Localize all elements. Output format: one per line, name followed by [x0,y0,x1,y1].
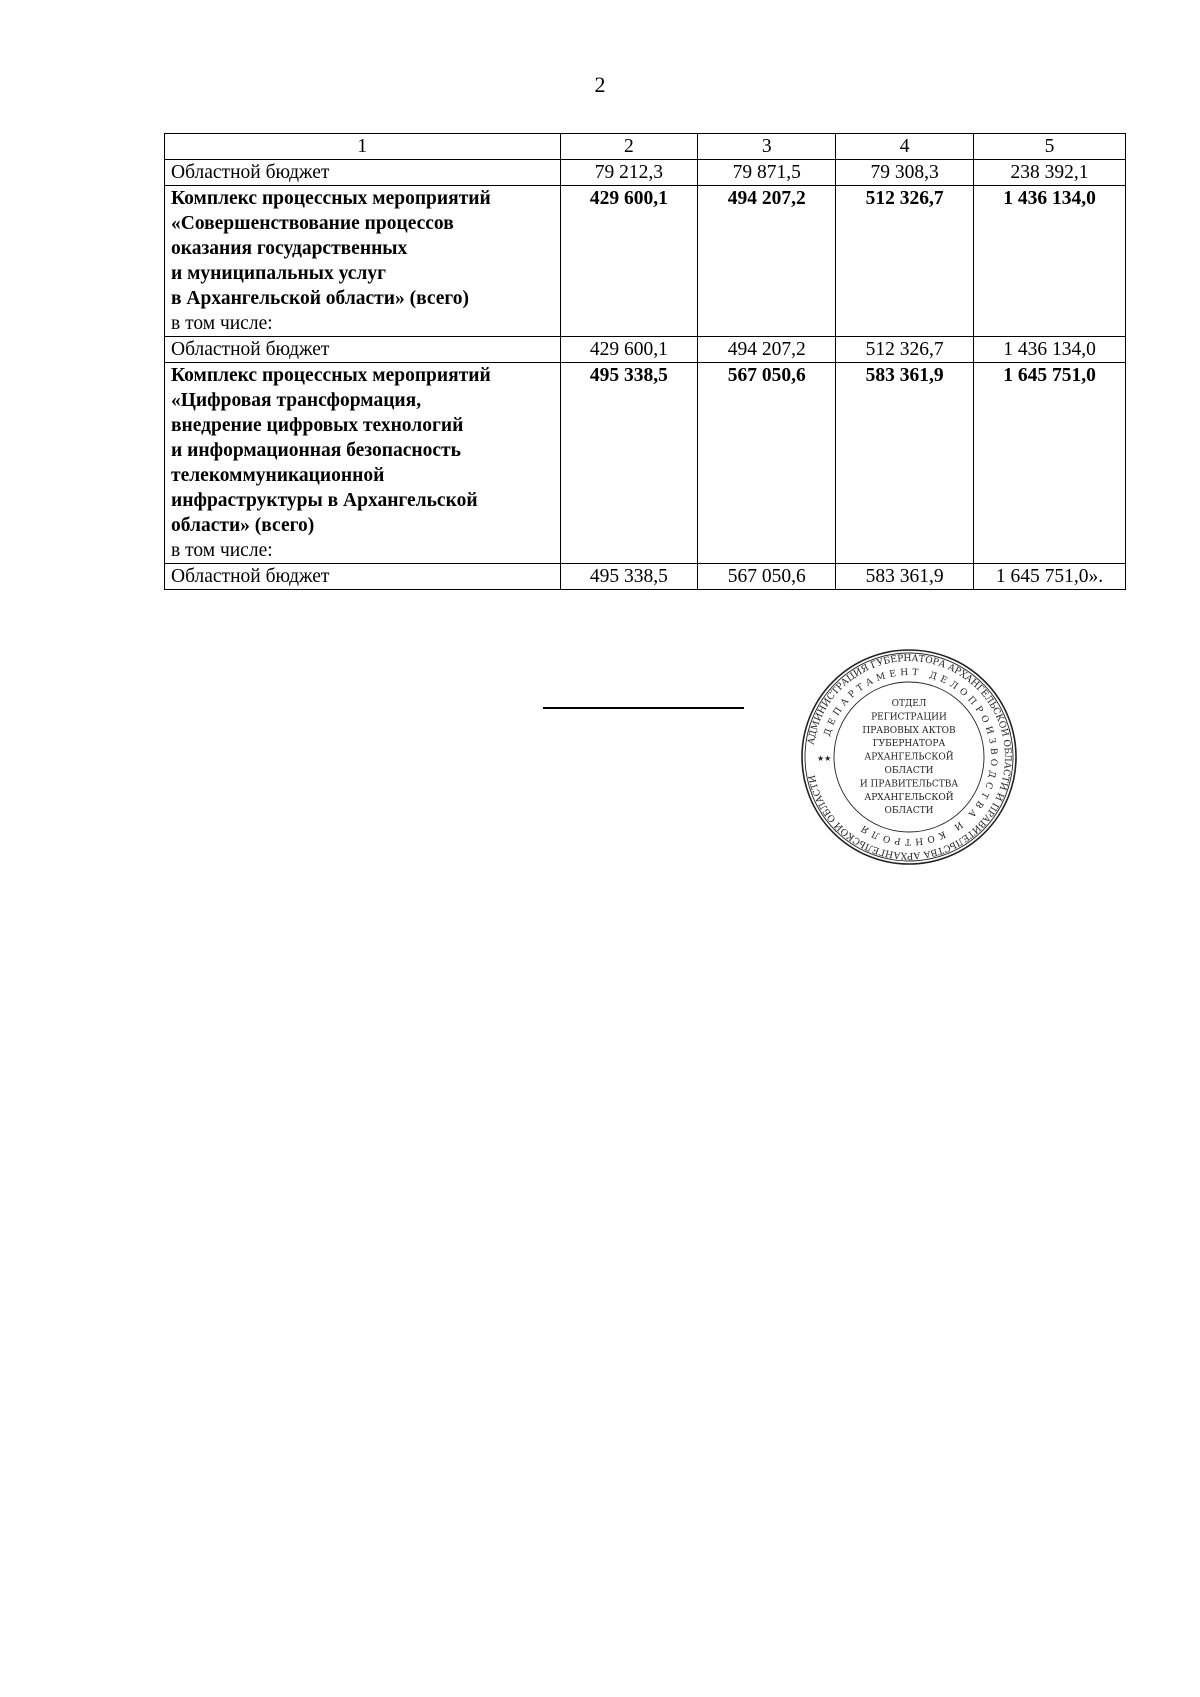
row-label-cell [165,160,561,186]
table-row [165,160,1126,186]
value-cell-col-2: 495 338,5 [560,564,698,590]
row-label-line: и информационная безопасность [171,440,461,461]
signature-line [543,707,744,709]
row-label-cell [165,337,561,363]
row-label-line: в Архангельской области» (всего) [171,288,470,309]
row-label-line: «Цифровая трансформация, [171,390,422,411]
column-number-4: 4 [836,134,974,160]
value-cell-col-3: 79 871,5 [698,160,836,186]
row-label-line: Комплекс процессных мероприятий [171,365,491,386]
row-label-line: Областной бюджет [171,339,330,360]
value-cell-col-4: 583 361,9 [836,363,974,564]
column-number-3: 3 [698,134,836,160]
value-cell-col-3: 567 050,6 [698,363,836,564]
value-cell-col-5: 1 436 134,0 [974,186,1126,337]
value-cell-col-5: 1 645 751,0». [974,564,1126,590]
row-label-line: телекоммуникационной [171,465,385,486]
row-label-line: Областной бюджет [171,566,330,587]
seal-center-line: ГУБЕРНАТОРА [872,739,946,750]
table-header-row [165,134,1126,160]
seal-center-line: РЕГИСТРАЦИИ [871,712,947,723]
table-row [165,337,1126,363]
value-cell-col-2: 429 600,1 [560,337,698,363]
row-label-line: и муниципальных услуг [171,263,386,284]
official-seal-stamp [800,648,1018,866]
seal-outer-ring-text: АДМИНИСТРАЦИЯ ГУБЕРНАТОРА АРХАНГЕЛЬСКОЙ ОБЛАСТИ И ПРАВИТЕЛЬСТВА АРХАНГЕЛЬСКОЙ ОБЛАСТИ [805,652,1014,862]
seal-center-line: И ПРАВИТЕЛЬСТВА [859,779,959,790]
row-label-cell [165,564,561,590]
row-label-line: инфраструктуры в Архангельской [171,490,478,511]
value-cell-col-3: 494 207,2 [698,186,836,337]
page-number: 2 [594,72,606,97]
row-sub-label: в том числе: [171,540,273,561]
seal-center-line: ОБЛАСТИ [884,806,934,817]
seal-center-line: ОБЛАСТИ [884,766,934,776]
value-cell-col-2: 495 338,5 [560,363,698,564]
table-row [165,363,1126,564]
seal-star-left: ★★ [817,754,832,763]
value-cell-col-3: 567 050,6 [698,564,836,590]
row-label-cell [165,363,561,564]
value-cell-col-2: 429 600,1 [560,186,698,337]
row-label-line: области» (всего) [171,515,315,536]
row-label-line: оказания государственных [171,238,408,259]
column-number-2: 2 [560,134,698,160]
column-number-5: 5 [974,134,1126,160]
seal-center-text [860,699,959,816]
value-cell-col-5: 1 645 751,0 [974,363,1126,564]
table-row [165,564,1126,590]
value-cell-col-5: 238 392,1 [974,160,1126,186]
row-label-line: внедрение цифровых технологий [171,415,464,436]
row-label-line: «Совершенствование процессов [171,213,454,234]
value-cell-col-4: 79 308,3 [836,160,974,186]
table-row [165,186,1126,337]
budget-table [164,133,1126,590]
row-label-line: Комплекс процессных мероприятий [171,188,491,209]
seal-inner-ring-text: ДЕПАРТАМЕНТ ДЕЛОПРОИЗВОДСТВА И КОНТРОЛЯ [822,667,999,847]
seal-center-line: ПРАВОВЫХ АКТОВ [862,725,956,736]
value-cell-col-5: 1 436 134,0 [974,337,1126,363]
column-number-1: 1 [165,134,561,160]
value-cell-col-4: 583 361,9 [836,564,974,590]
value-cell-col-4: 512 326,7 [836,186,974,337]
seal-center-line: ОТДЕЛ [891,699,927,709]
row-sub-label: в том числе: [171,313,273,334]
seal-center-line: АРХАНГЕЛЬСКОЙ [864,752,954,763]
value-cell-col-4: 512 326,7 [836,337,974,363]
row-label-line: Областной бюджет [171,162,330,183]
value-cell-col-3: 494 207,2 [698,337,836,363]
seal-center-line: АРХАНГЕЛЬСКОЙ [864,792,954,803]
value-cell-col-2: 79 212,3 [560,160,698,186]
row-label-cell [165,186,561,337]
